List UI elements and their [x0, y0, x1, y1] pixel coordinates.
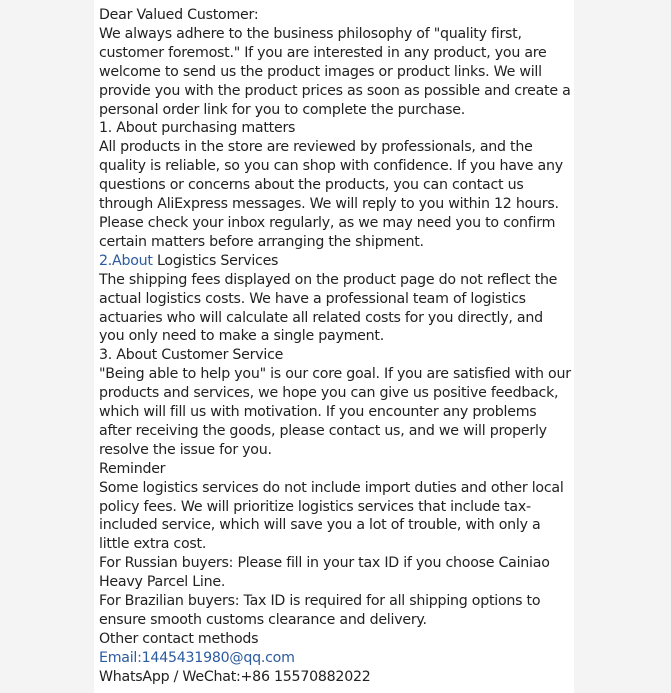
section-heading-customer-service: 3. About Customer Service	[99, 347, 284, 364]
email-contact[interactable]: Email:1445431980@qq.com	[99, 649, 295, 666]
greeting: Dear Valued Customer:	[99, 7, 259, 23]
section-heading-purchasing: 1. About purchasing matters	[99, 120, 296, 137]
reminder-heading: Reminder	[99, 460, 166, 477]
brazilian-buyers-note: For Brazilian buyers: Tax ID is required for all shipping options to ensure smooth customs clearance and delivery.	[99, 593, 541, 628]
section-body-logistics: The shipping fees displayed on the product page do not reflect the actual logistics costs. We have a professional team of logistics actuaries who will calculate all related costs for you directly, and you only need to make a single payment.	[99, 271, 558, 345]
contact-heading: Other contact methods	[99, 630, 259, 647]
reminder-body: Some logistics services do not include import duties and other local policy fees. We will prioritize logistics services that include tax-included service, which will save you a lot of trouble, with only a little extra cost.	[99, 479, 564, 553]
message-body	[99, 6, 571, 687]
whatsapp-contact: WhatsApp / WeChat:+86 15570882022	[99, 668, 371, 685]
section-heading-logistics-rest: Logistics Services	[152, 252, 279, 269]
section-body-purchasing: All products in the store are reviewed by professionals, and the quality is reliable, so you can shop with confidence. If you have any questions or concerns about the products, you can contact us through AliExpress messages. We will reply to you within 12 hours. Please check your inbox regularly, as we may need you to confirm certain matters before arranging the shipment.	[99, 139, 563, 250]
section-heading-logistics-prefix: 2.About	[99, 252, 153, 269]
section-body-customer-service: "Being able to help you" is our core goal. If you are satisfied with our products and services, we hope you can give us positive feedback, which will fill us with motivation. If you encounter any problems after receiving the goods, please contact us, and we will properly resolve the issue for you.	[99, 366, 571, 458]
russian-buyers-note: For Russian buyers: Please fill in your tax ID if you choose Cainiao Heavy Parcel Line.	[99, 555, 550, 591]
section-heading-logistics	[99, 252, 571, 271]
intro-paragraph: We always adhere to the business philosophy of "quality first, customer foremost." If you are interested in any product, you are welcome to send us the product images or product links. We will provide you with the product prices as soon as possible and create a personal order link for you to complete the purchase.	[99, 25, 571, 118]
